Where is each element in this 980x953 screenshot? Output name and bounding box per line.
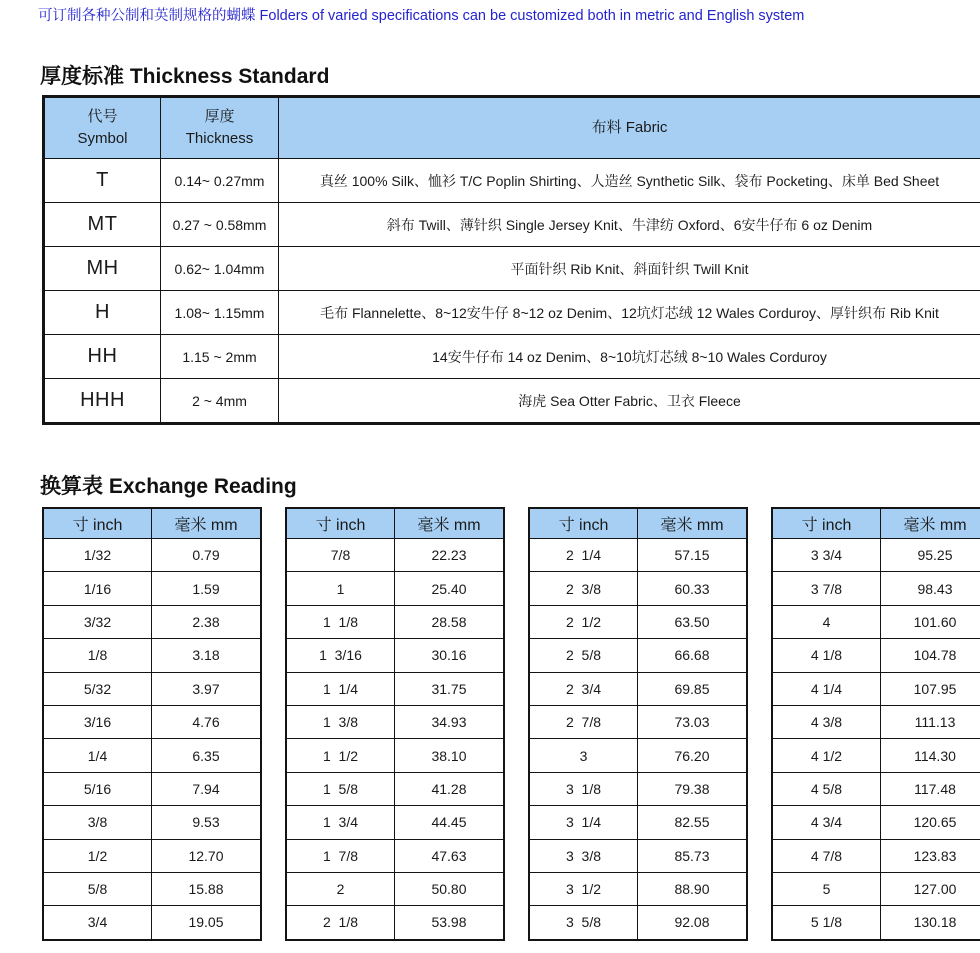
mm-value-cell: 60.33	[638, 572, 748, 605]
exchange-table-body-4	[772, 539, 980, 940]
exchange-table-row	[529, 772, 747, 805]
thickness-fabric-cell: 斜布 Twill、薄针织 Single Jersey Knit、牛津纺 Oxford、6安牛仔布 6 oz Denim	[279, 203, 980, 247]
exchange-table-row	[43, 906, 261, 940]
thickness-fabric-cell: 平面针织 Rib Knit、斜面针织 Twill Knit	[279, 247, 980, 291]
exchange-table-row	[529, 539, 747, 572]
exchange-header-inch: 寸 inch	[43, 508, 152, 539]
inch-value-cell: 4	[772, 605, 881, 638]
mm-value-cell: 123.83	[881, 839, 980, 872]
mm-value-cell: 6.35	[152, 739, 262, 772]
exchange-table-row	[286, 572, 504, 605]
thickness-thickness-cell: 0.14~ 0.27mm	[161, 159, 279, 203]
inch-value-cell: 1 5/8	[286, 772, 395, 805]
exchange-table-body-1	[43, 539, 261, 940]
inch-value-cell: 2 3/4	[529, 672, 638, 705]
inch-value-cell: 3 5/8	[529, 906, 638, 940]
exchange-table-row	[43, 839, 261, 872]
exchange-table-row	[529, 806, 747, 839]
inch-value-cell: 5 1/8	[772, 906, 881, 940]
exchange-tables-container	[42, 507, 967, 941]
exchange-table-row	[286, 705, 504, 738]
inch-value-cell: 4 3/8	[772, 705, 881, 738]
exchange-table-row	[43, 572, 261, 605]
thickness-table-body	[44, 159, 980, 424]
thickness-header-symbol-en: Symbol	[77, 130, 128, 147]
thickness-fabric-cell: 真丝 100% Silk、恤衫 T/C Poplin Shirting、人造丝 Synthetic Silk、袋布 Pocketing、床单 Bed Sheet	[279, 159, 980, 203]
thickness-table-row	[44, 159, 980, 203]
exchange-table-body-3	[529, 539, 747, 940]
thickness-symbol-cell: HH	[44, 335, 161, 379]
mm-value-cell: 101.60	[881, 605, 980, 638]
exchange-table-2-header	[286, 508, 504, 539]
exchange-table-row	[772, 772, 980, 805]
mm-value-cell: 117.48	[881, 772, 980, 805]
exchange-table-row	[529, 839, 747, 872]
inch-value-cell: 2 1/4	[529, 539, 638, 572]
inch-value-cell: 2 3/8	[529, 572, 638, 605]
thickness-thickness-cell: 1.08~ 1.15mm	[161, 291, 279, 335]
exchange-table-row	[286, 806, 504, 839]
thickness-thickness-cell: 1.15 ~ 2mm	[161, 335, 279, 379]
exchange-table-row	[529, 639, 747, 672]
thickness-fabric-cell: 14安牛仔布 14 oz Denim、8~10坑灯芯绒 8~10 Wales Corduroy	[279, 335, 980, 379]
thickness-header-thickness	[161, 97, 279, 159]
mm-value-cell: 127.00	[881, 872, 980, 905]
mm-value-cell: 73.03	[638, 705, 748, 738]
inch-value-cell: 3 1/2	[529, 872, 638, 905]
exchange-header-mm: 毫米 mm	[638, 508, 748, 539]
mm-value-cell: 92.08	[638, 906, 748, 940]
exchange-table-row	[529, 906, 747, 940]
inch-value-cell: 4 1/2	[772, 739, 881, 772]
exchange-table-row	[772, 639, 980, 672]
inch-value-cell: 3 3/4	[772, 539, 881, 572]
mm-value-cell: 114.30	[881, 739, 980, 772]
inch-value-cell: 1/8	[43, 639, 152, 672]
exchange-table-row	[529, 605, 747, 638]
exchange-table-row	[43, 539, 261, 572]
exchange-table-body-2	[286, 539, 504, 940]
exchange-table-row	[529, 672, 747, 705]
thickness-table-row	[44, 379, 980, 424]
exchange-table-row	[43, 639, 261, 672]
thickness-header-row	[44, 97, 980, 159]
mm-value-cell: 30.16	[395, 639, 505, 672]
inch-value-cell: 1 1/8	[286, 605, 395, 638]
thickness-symbol-cell: MT	[44, 203, 161, 247]
mm-value-cell: 66.68	[638, 639, 748, 672]
mm-value-cell: 4.76	[152, 705, 262, 738]
thickness-table-row	[44, 247, 980, 291]
exchange-table-row	[286, 772, 504, 805]
inch-value-cell: 1 1/4	[286, 672, 395, 705]
exchange-table-row	[43, 705, 261, 738]
inch-value-cell: 1 1/2	[286, 739, 395, 772]
inch-value-cell: 1/32	[43, 539, 152, 572]
exchange-table-row	[286, 872, 504, 905]
inch-value-cell: 1/4	[43, 739, 152, 772]
exchange-table-row	[772, 806, 980, 839]
mm-value-cell: 95.25	[881, 539, 980, 572]
inch-value-cell: 3/4	[43, 906, 152, 940]
mm-value-cell: 107.95	[881, 672, 980, 705]
thickness-header-symbol-zh: 代号	[87, 107, 118, 125]
inch-value-cell: 1	[286, 572, 395, 605]
thickness-table-row	[44, 203, 980, 247]
mm-value-cell: 19.05	[152, 906, 262, 940]
exchange-table-row	[772, 705, 980, 738]
mm-value-cell: 85.73	[638, 839, 748, 872]
mm-value-cell: 50.80	[395, 872, 505, 905]
exchange-table-row	[529, 705, 747, 738]
mm-value-cell: 9.53	[152, 806, 262, 839]
exchange-header-inch: 寸 inch	[286, 508, 395, 539]
inch-value-cell: 4 1/4	[772, 672, 881, 705]
exchange-section-title: 换算表 Exchange Reading	[40, 475, 297, 498]
inch-value-cell: 3/32	[43, 605, 152, 638]
mm-value-cell: 1.59	[152, 572, 262, 605]
exchange-table-2	[285, 507, 505, 941]
inch-value-cell: 4 1/8	[772, 639, 881, 672]
thickness-fabric-cell: 海虎 Sea Otter Fabric、卫衣 Fleece	[279, 379, 980, 424]
exchange-header-row	[43, 508, 261, 539]
inch-value-cell: 4 5/8	[772, 772, 881, 805]
thickness-fabric-cell: 毛布 Flannelette、8~12安牛仔 8~12 oz Denim、12坑灯芯绒 12 Wales Corduroy、厚针织布 Rib Knit	[279, 291, 980, 335]
exchange-table-row	[772, 605, 980, 638]
exchange-header-mm: 毫米 mm	[881, 508, 980, 539]
mm-value-cell: 104.78	[881, 639, 980, 672]
inch-value-cell: 1 3/4	[286, 806, 395, 839]
mm-value-cell: 120.65	[881, 806, 980, 839]
inch-value-cell: 2	[286, 872, 395, 905]
exchange-table-row	[286, 539, 504, 572]
exchange-table-row	[529, 572, 747, 605]
inch-value-cell: 5	[772, 872, 881, 905]
inch-value-cell: 3 1/4	[529, 806, 638, 839]
mm-value-cell: 63.50	[638, 605, 748, 638]
thickness-header-thickness-en: Thickness	[185, 130, 254, 147]
exchange-header-inch: 寸 inch	[529, 508, 638, 539]
inch-value-cell: 3 7/8	[772, 572, 881, 605]
exchange-table-row	[286, 739, 504, 772]
exchange-table-row	[772, 672, 980, 705]
mm-value-cell: 44.45	[395, 806, 505, 839]
inch-value-cell: 5/32	[43, 672, 152, 705]
top-note: 可订制各种公制和英制规格的蝴蝶 Folders of varied specifications can be customized both in metric and English system	[38, 8, 805, 24]
mm-value-cell: 88.90	[638, 872, 748, 905]
exchange-table-row	[772, 539, 980, 572]
mm-value-cell: 69.85	[638, 672, 748, 705]
inch-value-cell: 5/16	[43, 772, 152, 805]
mm-value-cell: 53.98	[395, 906, 505, 940]
mm-value-cell: 130.18	[881, 906, 980, 940]
mm-value-cell: 98.43	[881, 572, 980, 605]
mm-value-cell: 38.10	[395, 739, 505, 772]
mm-value-cell: 2.38	[152, 605, 262, 638]
exchange-header-mm: 毫米 mm	[395, 508, 505, 539]
inch-value-cell: 3/8	[43, 806, 152, 839]
exchange-table-row	[772, 872, 980, 905]
mm-value-cell: 0.79	[152, 539, 262, 572]
exchange-table-row	[43, 772, 261, 805]
inch-value-cell: 1/2	[43, 839, 152, 872]
inch-value-cell: 1 7/8	[286, 839, 395, 872]
inch-value-cell: 5/8	[43, 872, 152, 905]
thickness-thickness-cell: 0.27 ~ 0.58mm	[161, 203, 279, 247]
exchange-table-row	[772, 906, 980, 940]
mm-value-cell: 7.94	[152, 772, 262, 805]
exchange-table-4-header	[772, 508, 980, 539]
exchange-table-3-header	[529, 508, 747, 539]
mm-value-cell: 25.40	[395, 572, 505, 605]
exchange-table-row	[43, 605, 261, 638]
exchange-header-row	[772, 508, 980, 539]
exchange-table-4	[771, 507, 980, 941]
mm-value-cell: 31.75	[395, 672, 505, 705]
mm-value-cell: 15.88	[152, 872, 262, 905]
thickness-header-thickness-zh: 厚度	[204, 107, 235, 125]
mm-value-cell: 34.93	[395, 705, 505, 738]
exchange-table-row	[529, 739, 747, 772]
mm-value-cell: 111.13	[881, 705, 980, 738]
mm-value-cell: 12.70	[152, 839, 262, 872]
thickness-symbol-cell: HHH	[44, 379, 161, 424]
thickness-header-fabric: 布料 Fabric	[279, 97, 980, 159]
thickness-symbol-cell: MH	[44, 247, 161, 291]
mm-value-cell: 3.18	[152, 639, 262, 672]
exchange-table-row	[286, 906, 504, 940]
exchange-table-row	[286, 605, 504, 638]
exchange-table-1-header	[43, 508, 261, 539]
thickness-section-title: 厚度标准 Thickness Standard	[40, 65, 330, 88]
exchange-table-row	[43, 806, 261, 839]
inch-value-cell: 4 7/8	[772, 839, 881, 872]
mm-value-cell: 3.97	[152, 672, 262, 705]
inch-value-cell: 1/16	[43, 572, 152, 605]
exchange-table-row	[43, 739, 261, 772]
exchange-table-3	[528, 507, 748, 941]
exchange-header-row	[529, 508, 747, 539]
thickness-symbol-cell: H	[44, 291, 161, 335]
exchange-table-row	[286, 839, 504, 872]
inch-value-cell: 3 3/8	[529, 839, 638, 872]
thickness-table-header	[44, 97, 980, 159]
mm-value-cell: 22.23	[395, 539, 505, 572]
thickness-table-row	[44, 291, 980, 335]
thickness-table	[42, 95, 980, 425]
mm-value-cell: 57.15	[638, 539, 748, 572]
exchange-table-row	[772, 839, 980, 872]
inch-value-cell: 1 3/16	[286, 639, 395, 672]
thickness-header-symbol	[44, 97, 161, 159]
mm-value-cell: 82.55	[638, 806, 748, 839]
inch-value-cell: 3 1/8	[529, 772, 638, 805]
thickness-thickness-cell: 0.62~ 1.04mm	[161, 247, 279, 291]
exchange-table-row	[286, 639, 504, 672]
exchange-table-row	[43, 872, 261, 905]
mm-value-cell: 79.38	[638, 772, 748, 805]
inch-value-cell: 2 5/8	[529, 639, 638, 672]
exchange-header-inch: 寸 inch	[772, 508, 881, 539]
mm-value-cell: 41.28	[395, 772, 505, 805]
exchange-table-row	[43, 672, 261, 705]
thickness-table-row	[44, 335, 980, 379]
exchange-table-1	[42, 507, 262, 941]
inch-value-cell: 2 7/8	[529, 705, 638, 738]
mm-value-cell: 28.58	[395, 605, 505, 638]
exchange-table-row	[772, 739, 980, 772]
inch-value-cell: 1 3/8	[286, 705, 395, 738]
exchange-table-row	[772, 572, 980, 605]
inch-value-cell: 2 1/2	[529, 605, 638, 638]
thickness-thickness-cell: 2 ~ 4mm	[161, 379, 279, 424]
inch-value-cell: 3	[529, 739, 638, 772]
exchange-table-row	[529, 872, 747, 905]
thickness-symbol-cell: T	[44, 159, 161, 203]
mm-value-cell: 76.20	[638, 739, 748, 772]
exchange-header-row	[286, 508, 504, 539]
exchange-header-mm: 毫米 mm	[152, 508, 262, 539]
exchange-table-row	[286, 672, 504, 705]
inch-value-cell: 7/8	[286, 539, 395, 572]
inch-value-cell: 2 1/8	[286, 906, 395, 940]
inch-value-cell: 4 3/4	[772, 806, 881, 839]
inch-value-cell: 3/16	[43, 705, 152, 738]
mm-value-cell: 47.63	[395, 839, 505, 872]
